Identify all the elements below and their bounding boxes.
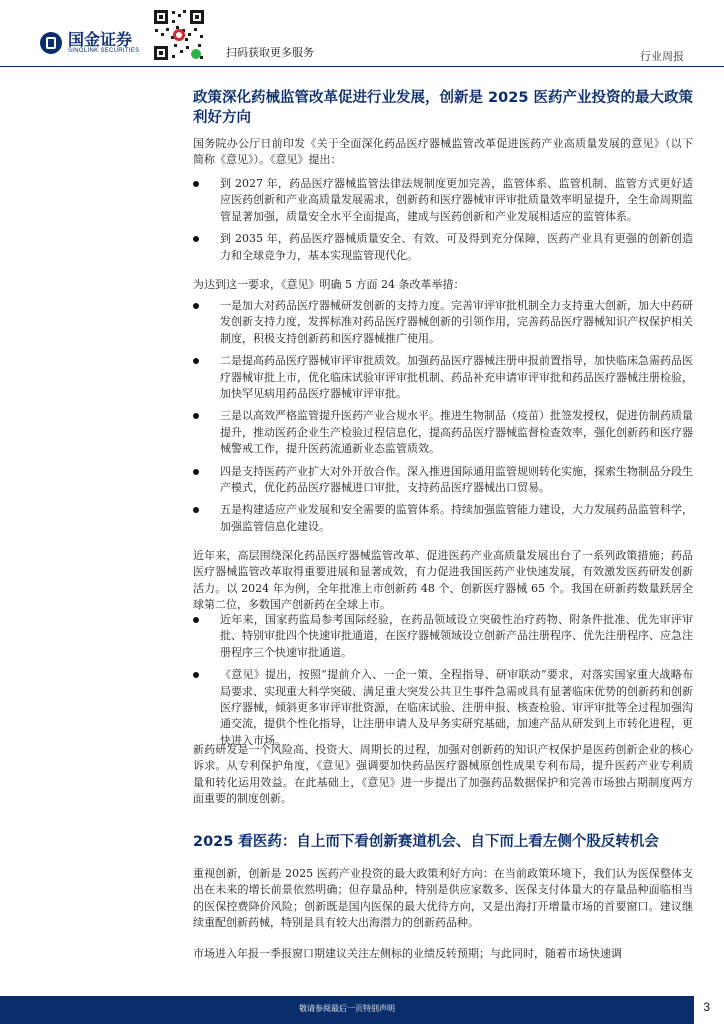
bullet-icon bbox=[193, 672, 199, 678]
scan-prompt: 扫码获取更多服务 bbox=[226, 46, 314, 59]
goals-list bbox=[193, 176, 693, 270]
bullet-icon bbox=[193, 181, 199, 187]
paragraph-measures-intro: 为达到这一要求，《意见》明确 5 方面 24 条改革举措： bbox=[193, 278, 465, 291]
list-item: 一是加大对药品医疗器械研发创新的支持力度。完善审评审批机制全力支持重大创新，加大中药研发创新支持力度，发挥标准对药品医疗器械创新的引领作用，完善药品医疗器械知识产权保护相关制度，积极支持创新药和医疗器械推广使用。 bbox=[193, 298, 693, 347]
list-item: 《意见》提出，按照“提前介入、一企一策、全程指导、研审联动”要求，对落实国家重大战略布局要求、实现重大科学突破、满足重大突发公共卫生事件急需或具有显著临床优势的创新药和创新医疗器械，倾斜更多审评审批资源，在临床试验、注册申报、核查检验、审评审批等全过程加强沟通交流，提供个性化指导，让注册申请人及早务实研究基础，加速产品从研发到上市转化进程，更快进入市场。 bbox=[193, 667, 693, 749]
list-item: 三是以高效严格监管提升医药产业合规水平。推进生物制品（疫苗）批签发授权，促进仿制药质量提升，推动医药企业生产检验过程信息化，提高药品医疗器械监督检查效率，强化创新药和医疗器械警戒工作，提升医药流通新业态监管质效。 bbox=[193, 408, 693, 457]
logo-english-name: SINOLINK SECURITIES bbox=[68, 48, 140, 54]
paragraph-innovation: 重视创新，创新是 2025 医药产业投资的最大政策利好方向：在当前政策环境下，我们认为医保整体支出在未来的增长前景依然明确；但存量品种，特别是供应家数多、医保支付体量大的存量品种面临相当的医保控费降价风险；创新既是国内医保的最大优待方向，又是出海打开增量市场的首要窗口。建议继续重配创新药械，特别是具有较大出海潜力的创新药品种。 bbox=[193, 867, 693, 930]
list-item: 四是支持医药产业扩大对外开放合作。深入推进国际通用监管规则转化实施，探索生物制品分段生产模式，优化药品医疗器械进口审批，支持药品医疗器械出口贸易。 bbox=[193, 464, 693, 497]
page-header bbox=[0, 0, 724, 68]
footer-disclaimer: 敬请参阅最后一页特别声明 bbox=[299, 1004, 395, 1013]
paragraph-ip-protection: 新药研发是一个风险高、投资大、周期长的过程，加强对创新药的知识产权保护是医药创新企业的核心诉求。从专利保护角度，《意见》强调要加快药品医疗器械原创性成果专利布局，提升医药产业专利质量和转化运用效益。在此基础上，《意见》进一步提出了加强药品数据保护和完善市场独占期制度两方面重要的制度创新。 bbox=[193, 743, 693, 806]
fast-track-list bbox=[193, 612, 693, 755]
list-item: 二是提高药品医疗器械审评审批质效。加强药品医疗器械注册申报前置指导，加快临床急需药品医疗器械审批上市，优化临床试验审评审批机制、药品补充申请审评审批和药品医疗器械注册检验，加快罕见病用药品医疗器械审评审批。 bbox=[193, 353, 693, 402]
header-divider bbox=[0, 66, 724, 67]
bullet-icon bbox=[193, 413, 199, 419]
qr-code-icon[interactable] bbox=[152, 8, 206, 62]
bullet-icon bbox=[193, 507, 199, 513]
bullet-icon bbox=[193, 358, 199, 364]
page-number: 3 bbox=[703, 1000, 710, 1014]
section-title-policy: 政策深化药械监管改革促进行业发展，创新是 2025 医药产业投资的最大政策利好方向 bbox=[193, 90, 693, 126]
measures-list bbox=[193, 298, 693, 541]
logo-mark-icon bbox=[40, 32, 62, 54]
list-item: 到 2027 年，药品医疗器械监管法律法规制度更加完善，监管体系、监管机制、监管方式更好适应医药创新和产业高质量发展需求，创新药和医疗器械审评审批质量效率明显提升，全生命周期监管显著加强，质量安全水平全面提高，建成与医药创新和产业发展相适应的监管体系。 bbox=[193, 176, 693, 225]
bullet-icon bbox=[193, 617, 199, 623]
list-item: 近年来，国家药监局参考国际经验，在药品领域设立突破性治疗药物、附条件批准、优先审评审批、特别审批四个快速审批通道，在医疗器械领域设立创新产品注册程序、优先注册程序、应急注册程序三个快速审批通道。 bbox=[193, 612, 693, 661]
logo-chinese-name: 国金证券 bbox=[68, 30, 133, 49]
paragraph-market: 市场进入年报一季报窗口期建议关注左侧标的业绩反转预期；与此同时，随着市场快速调 bbox=[193, 947, 622, 960]
bullet-icon bbox=[193, 469, 199, 475]
list-item: 到 2035 年，药品医疗器械质量安全、有效、可及得到充分保障，医药产业具有更强的创新创造力和全球竞争力，基本实现监管现代化。 bbox=[193, 231, 693, 264]
paragraph-intro: 国务院办公厅日前印发《关于全面深化药品医疗器械监管改革促进医药产业高质量发展的意见》（以下简称《意见》）。《意见》提出： bbox=[193, 137, 693, 167]
report-type-label: 行业周报 bbox=[640, 50, 684, 63]
bullet-icon bbox=[193, 236, 199, 242]
bullet-icon bbox=[193, 303, 199, 309]
section-title-outlook: 2025 看医药：自上而下看创新赛道机会、自下而上看左侧个股反转机会 bbox=[193, 834, 659, 850]
company-logo bbox=[40, 32, 139, 54]
list-item: 五是构建适应产业发展和安全需要的监管体系。持续加强监管能力建设，大力发展药品监管科学，加强监管信息化建设。 bbox=[193, 502, 693, 535]
paragraph-progress: 近年来，高层围绕深化药品医疗器械监管改革、促进医药产业高质量发展出台了一系列政策措施；药品医疗器械监管改革取得重要进展和显著成效，有力促进我国医药产业快速发展，有效激发医药研发创新活力。以 2024 年为例，全年批准上市创新药 48 个、创新医疗器械 65 个。我国在研新药数量跃居全球第二位，多数国产创新药在全球上市。 bbox=[193, 549, 693, 612]
